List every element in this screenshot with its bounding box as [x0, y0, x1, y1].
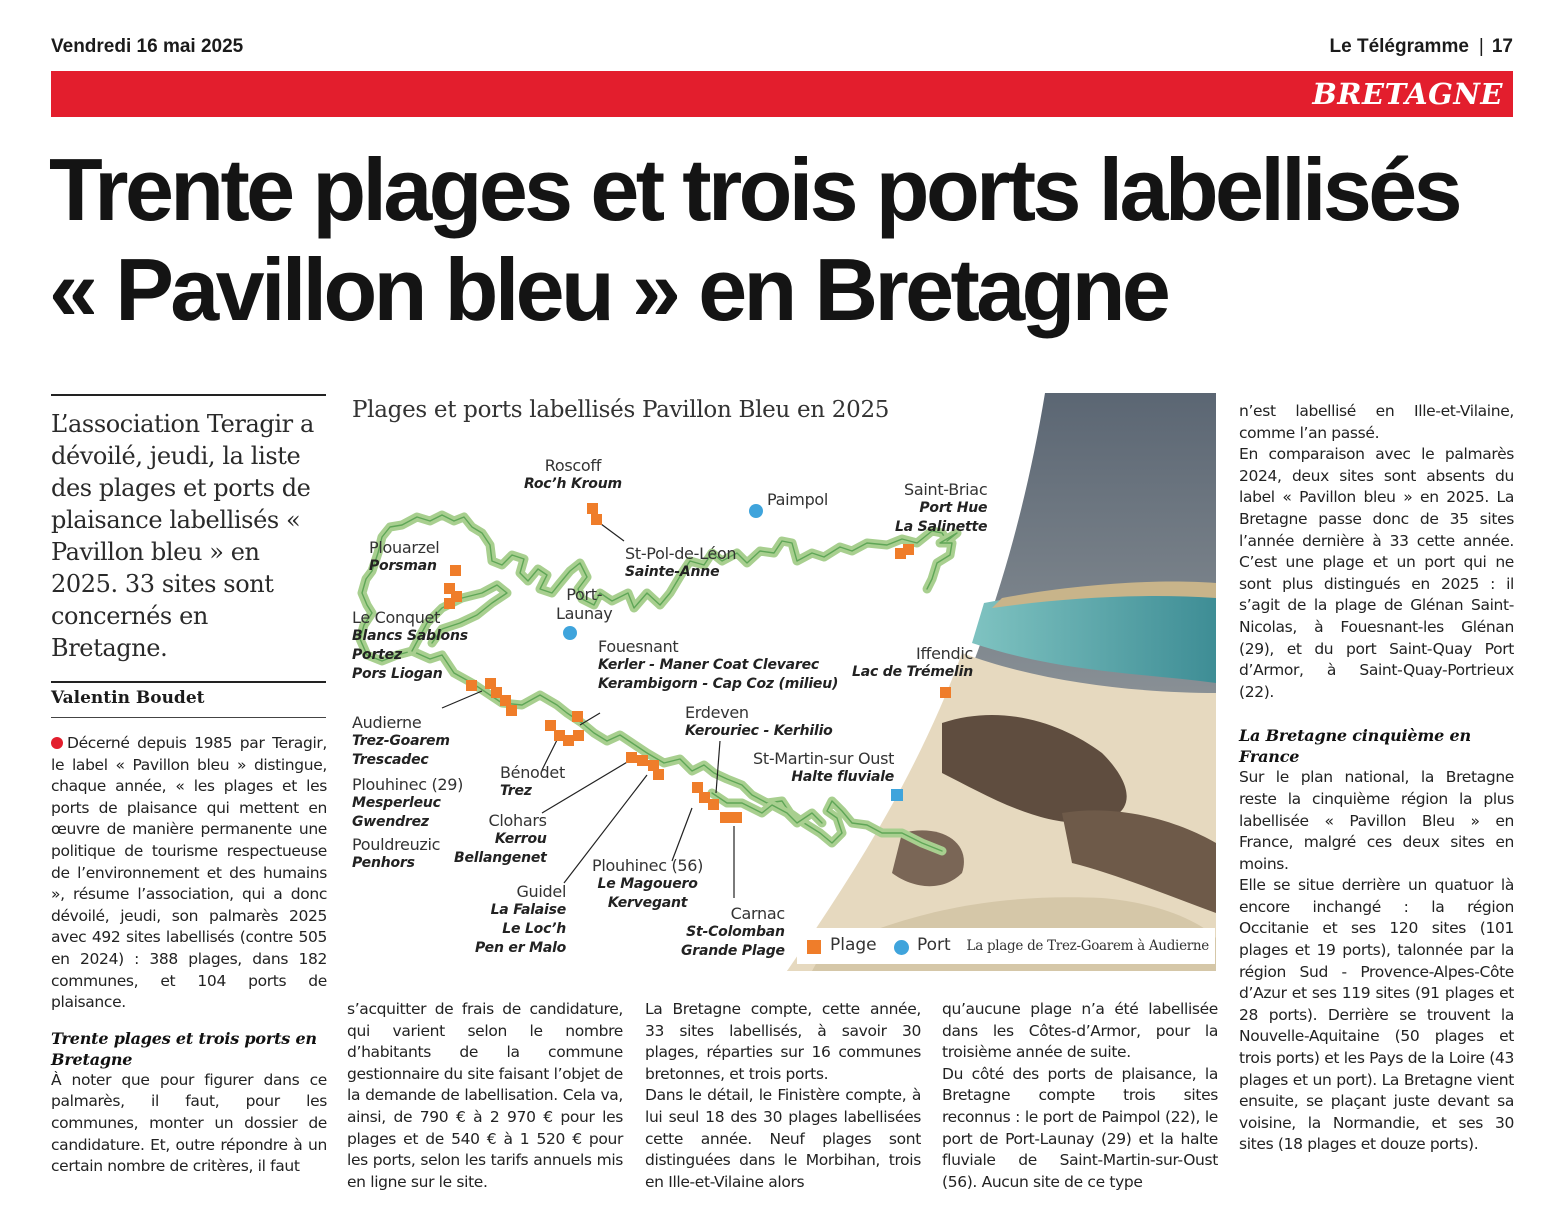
town-name: Le Conquet — [352, 608, 441, 627]
town-name: St-Martin-sur Oust — [753, 749, 895, 768]
paragraph: s’acquitter de frais de candidature, qui varient selon le nombre d’habitants de la commune gestionnaire du site faisant l’objet de la demande de labellisation. Cela va, ainsi, de 790 € à 2 970 € pour les plages et de 540 € à 1 520 € pour les ports, selon les tarifs annuels mis en ligne sur le site. — [347, 1000, 623, 1191]
label-pouldreuzic — [352, 835, 440, 873]
beach-marker — [731, 812, 742, 823]
beach-marker — [903, 544, 914, 555]
town-name: Audierne — [352, 713, 422, 732]
paragraph-text: Décerné depuis 1985 par Teragir, le label « Pavillon bleu » distingue, chaque année, « les plages et les ports de plaisance qui mettent en œuvre de manière permanente une politique de tourisme respectueuse de l’environnement et des humains », résume l’association, qui a donc dévoilé, jeudi, son palmarès 2025 avec 492 sites labellisés (contre 505 en 2024) : 388 plages, dans 182 communes, et 104 ports de plaisance. — [51, 734, 327, 1012]
paragraph: À noter que pour figurer dans ce palmarès, il faut, pour les communes, monter un dossier de candidature. Et, outre répondre à un certain nombre de critères, il faut — [51, 1070, 327, 1176]
headline — [49, 140, 1519, 340]
site-name: Trescadec — [352, 752, 429, 768]
town-name: Guidel — [516, 882, 567, 901]
town-name: Plouhinec (56) — [592, 856, 704, 875]
town-name: Iffendic — [916, 644, 973, 663]
label-port-launay — [556, 585, 612, 623]
site-name: Gwendrez — [352, 814, 429, 830]
article-column-3 — [645, 999, 921, 1193]
site-name: St-Colomban — [686, 924, 785, 940]
site-name: Pors Liogan — [352, 666, 443, 682]
label-fouesnant — [598, 637, 838, 694]
town-name: Plouarzel — [369, 538, 440, 557]
label-st-pol-de-leon — [625, 544, 736, 582]
label-guidel — [475, 882, 566, 958]
map-title: Plages et ports labellisés Pavillon Bleu en 2025 — [352, 397, 890, 423]
site-name: Kerambigorn - Cap Coz (milieu) — [598, 676, 839, 692]
subheading: La Bretagne cinquième en France — [1239, 726, 1471, 767]
headline-line-2: « Pavillon bleu » en Bretagne — [49, 240, 1168, 339]
town-name: Bénodet — [500, 763, 565, 782]
beach-marker — [653, 769, 664, 780]
label-plouarzel — [369, 538, 439, 576]
standfirst: L’association Teragir a dévoilé, jeudi, la liste des plages et ports de plaisance labellisés « Pavillon bleu » en 2025. 33 sites sont concernés en Bretagne. — [51, 410, 314, 662]
article-column-5 — [1239, 401, 1514, 1156]
beach-marker — [545, 720, 556, 731]
town-name: Launay — [556, 604, 613, 623]
port-marker-port-launay — [563, 626, 577, 640]
label-erdeven — [685, 703, 833, 741]
beach-marker — [591, 514, 602, 525]
beach-photo — [787, 393, 1216, 971]
legend-plage: Plage — [830, 935, 877, 955]
label-paimpol — [767, 490, 828, 509]
paper-header — [1330, 36, 1513, 58]
beach-marker — [563, 735, 574, 746]
paragraph: Du côté des ports de plaisance, la Bretagne compte trois sites reconnus : le port de Paimpol (22), le port de Port-Launay (29) et la halte fluviale de Saint-Martin-sur-Oust (56). Aucun site de ce type — [942, 1064, 1218, 1191]
paragraph: qu’aucune plage n’a été labellisée dans les Côtes-d’Armor, pour la troisième année de suite. — [942, 1000, 1218, 1062]
leader-erdeven — [716, 741, 720, 793]
beach-marker — [626, 752, 637, 763]
site-name: La Salinette — [895, 519, 988, 535]
port-marker-paimpol — [749, 504, 763, 518]
map-legend — [797, 928, 1215, 964]
site-name: Portez — [352, 647, 402, 663]
site-name: Port Hue — [919, 500, 988, 516]
town-name: Roscoff — [544, 456, 602, 475]
site-name: Kerouriec - Kerhilio — [685, 723, 833, 739]
legend-port: Port — [917, 935, 951, 955]
label-iffendic — [852, 644, 973, 682]
beach-marker — [572, 711, 583, 722]
site-name: Penhors — [352, 855, 415, 871]
site-name: Porsman — [369, 558, 437, 574]
site-name: Roc’h Kroum — [524, 476, 622, 492]
town-name: Fouesnant — [598, 637, 679, 656]
paragraph: Dans le détail, le Finistère compte, à lui seul 18 des 30 plages labellisées cette année. Neuf plages sont distinguées dans le Morbihan, trois en Ille-et-Vilaine alors — [645, 1086, 921, 1191]
label-roscoff — [524, 456, 622, 494]
subheading: Trente plages et trois ports en Bretagne — [51, 1028, 317, 1069]
site-name: La Falaise — [490, 902, 567, 918]
label-carnac — [681, 904, 785, 961]
paragraph: Elle se situe derrière un quatuor là encore inchangé : la région Occitanie et ses 120 sites (101 plages et 19 ports), talonnée par la région Sud - Provence-Alpes-Côte d’Azur et ses 119 sites (91 plages et 28 ports). Derrière se trouvent la Nouvelle-Aquitaine (50 plages et trois ports) et les Pays de la Loire (43 plages et un port). La Bretagne vient ensuite, se plaçant juste devant sa voisine, la Normandie, et ses 30 sites (18 plages et douze ports). — [1239, 876, 1514, 1154]
map-infographic — [342, 393, 1216, 971]
beach-marker — [506, 705, 517, 716]
leader-audierne — [442, 691, 482, 708]
port-swatch-icon — [894, 940, 909, 955]
town-name: Port- — [566, 585, 603, 604]
author-byline: Valentin Boudet — [51, 688, 205, 708]
town-name: Saint-Briac — [903, 480, 988, 499]
site-name: Trez — [500, 783, 532, 799]
beach-marker — [940, 687, 951, 698]
town-name: Clohars — [488, 811, 547, 830]
label-clohars — [454, 811, 547, 868]
beach-marker — [708, 799, 719, 810]
page-number: 17 — [1491, 36, 1513, 57]
town-name: St-Pol-de-Léon — [625, 544, 737, 563]
beach-marker — [637, 755, 648, 766]
beach-marker — [450, 565, 461, 576]
label-st-martin-sur-oust — [753, 749, 894, 787]
beach-marker — [720, 812, 731, 823]
header-separator: | — [1478, 36, 1484, 57]
paragraph: La Bretagne compte, cette année, 33 sites labellisés, à savoir 30 plages, réparties sur 16 communes bretonnes, et trois ports. — [645, 1000, 921, 1083]
issue-date: Vendredi 16 mai 2025 — [51, 36, 244, 57]
beach-marker — [587, 503, 598, 514]
section-name: BRETAGNE — [1312, 77, 1503, 111]
site-name: Halte fluviale — [791, 769, 895, 785]
photo-caption: La plage de Trez-Goarem à Audierne — [966, 938, 1209, 954]
leader-plouhinec56 — [672, 808, 692, 861]
article-column-2 — [347, 999, 623, 1193]
label-plouhinec-29 — [352, 775, 463, 832]
site-name: Mesperleuc — [352, 795, 441, 811]
port-marker-st-martin — [891, 789, 903, 801]
author-top-rule — [51, 681, 326, 683]
author-bottom-rule — [51, 717, 326, 718]
headline-line-1: Trente plages et trois ports labellisés — [49, 140, 1459, 239]
site-name: Kerler - Maner Coat Clevarec — [598, 657, 820, 673]
site-name: Pen er Malo — [475, 940, 567, 956]
beach-marker — [573, 730, 584, 741]
site-name: Lac de Trémelin — [852, 664, 973, 680]
site-name: Blancs Sablons — [352, 628, 468, 644]
site-name: Trez-Goarem — [352, 733, 450, 749]
paragraph: En comparaison avec le palmarès 2024, deux sites sont absents du label « Pavillon bleu » en 2025. La Bretagne passe donc de 35 sites l’année dernière à 33 cette année. C’est une plage et un port qui ne sont plus distingués en 2025 : il s’agit de la plage de Glénan Saint-Nicolas, à Fouesnant-les Glénan (29), et du port Saint-Quay Port d’Armor, à Saint-Quay-Portrieux (22). — [1239, 445, 1514, 701]
beach-marker — [692, 782, 703, 793]
label-benodet — [500, 763, 565, 801]
site-name: Sainte-Anne — [625, 564, 720, 580]
paragraph: Sur le plan national, la Bretagne reste la cinquième région la plus labellisée « Pavillon Bleu » en France, malgré ces deux sites en moins. — [1239, 768, 1514, 873]
label-saint-briac — [895, 480, 987, 537]
site-name: Le Loc’h — [502, 921, 567, 937]
site-name: Kervegant — [607, 895, 688, 911]
section-banner — [51, 71, 1513, 117]
town-name: Paimpol — [767, 490, 829, 509]
paper-name: Le Télégramme — [1329, 36, 1469, 57]
label-le-conquet — [352, 608, 468, 684]
plage-swatch-icon — [807, 940, 821, 954]
article-column-4 — [942, 999, 1218, 1193]
paragraph — [51, 733, 327, 1014]
beach-marker — [500, 695, 511, 706]
town-name: Carnac — [730, 904, 785, 923]
site-name: Kerrou — [494, 831, 547, 847]
town-name: Pouldreuzic — [352, 835, 441, 854]
bullet-dot-icon — [51, 737, 63, 749]
label-audierne — [352, 713, 450, 770]
town-name: Erdeven — [685, 703, 749, 722]
site-name: Bellangenet — [454, 850, 547, 866]
chapo-top-rule — [51, 394, 326, 396]
site-name: Le Magouero — [597, 876, 698, 892]
town-name: Plouhinec (29) — [352, 775, 464, 794]
paragraph: n’est labellisé en Ille-et-Vilaine, comme l’an passé. — [1239, 402, 1514, 442]
article-column-1 — [51, 733, 327, 1178]
site-name: Grande Plage — [681, 943, 785, 959]
